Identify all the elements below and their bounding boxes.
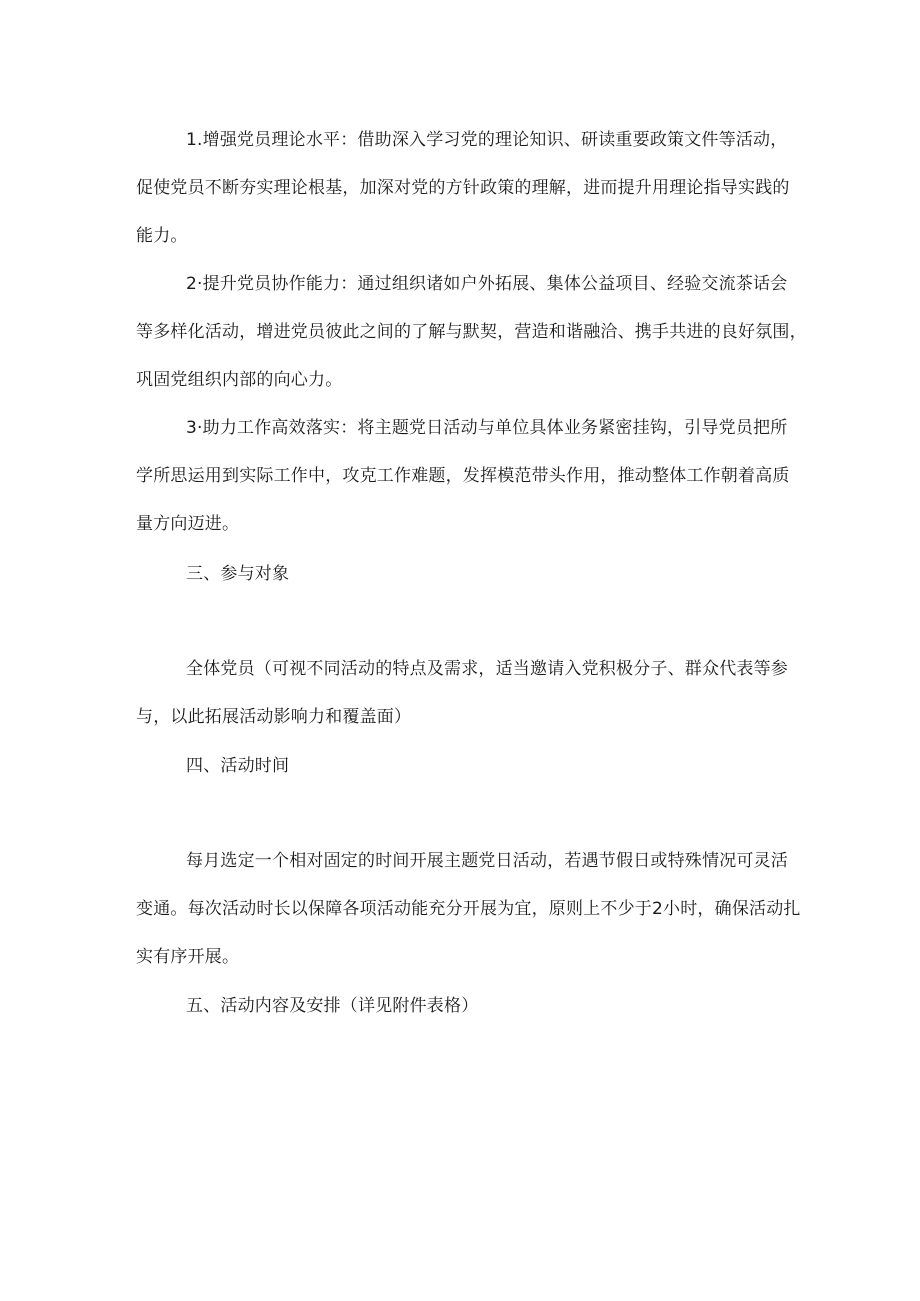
section-4-line-2: 变通。每次活动时长以保障各项活动能充分开展为宜，原则上不少于2小时，确保活动扎 [136, 899, 801, 919]
section-4-heading: 四、活动时间 [186, 756, 290, 776]
objective-1-line-1: 1.增强党员理论水平：借助深入学习党的理论知识、研读重要政策文件等活动， [186, 130, 788, 150]
objective-2-line-1: 2·提升党员协作能力：通过组织诸如户外拓展、集体公益项目、经验交流茶话会 [186, 274, 788, 294]
section-3-line-2: 与，以此拓展活动影响力和覆盖面） [136, 707, 412, 727]
section-3-heading: 三、参与对象 [186, 564, 290, 584]
section-3-line-1: 全体党员（可视不同活动的特点及需求，适当邀请入党积极分子、群众代表等参 [186, 659, 788, 679]
objective-3-line-2: 学所思运用到实际工作中，攻克工作难题，发挥模范带头作用，推动整体工作朝着高质 [136, 466, 790, 486]
objective-3-line-1: 3·助力工作高效落实：将主题党日活动与单位具体业务紧密挂钩，引导党员把所 [186, 418, 788, 438]
section-4-line-1: 每月选定一个相对固定的时间开展主题党日活动，若遇节假日或特殊情况可灵活 [186, 851, 788, 871]
objective-1-line-3: 能力。 [136, 226, 188, 246]
objective-1-line-2: 促使党员不断夯实理论根基，加深对党的方针政策的理解，进而提升用理论指导实践的 [136, 178, 790, 198]
objective-2-line-3: 巩固党组织内部的向心力。 [136, 370, 343, 390]
objective-2-line-2: 等多样化活动，增进党员彼此之间的了解与默契，营造和谐融洽、携手共进的良好氛围， [136, 322, 807, 342]
objective-3-line-3: 量方向迈进。 [136, 514, 240, 534]
section-4-line-3: 实有序开展。 [136, 947, 240, 967]
section-5-heading: 五、活动内容及安排（详见附件表格） [186, 996, 479, 1016]
